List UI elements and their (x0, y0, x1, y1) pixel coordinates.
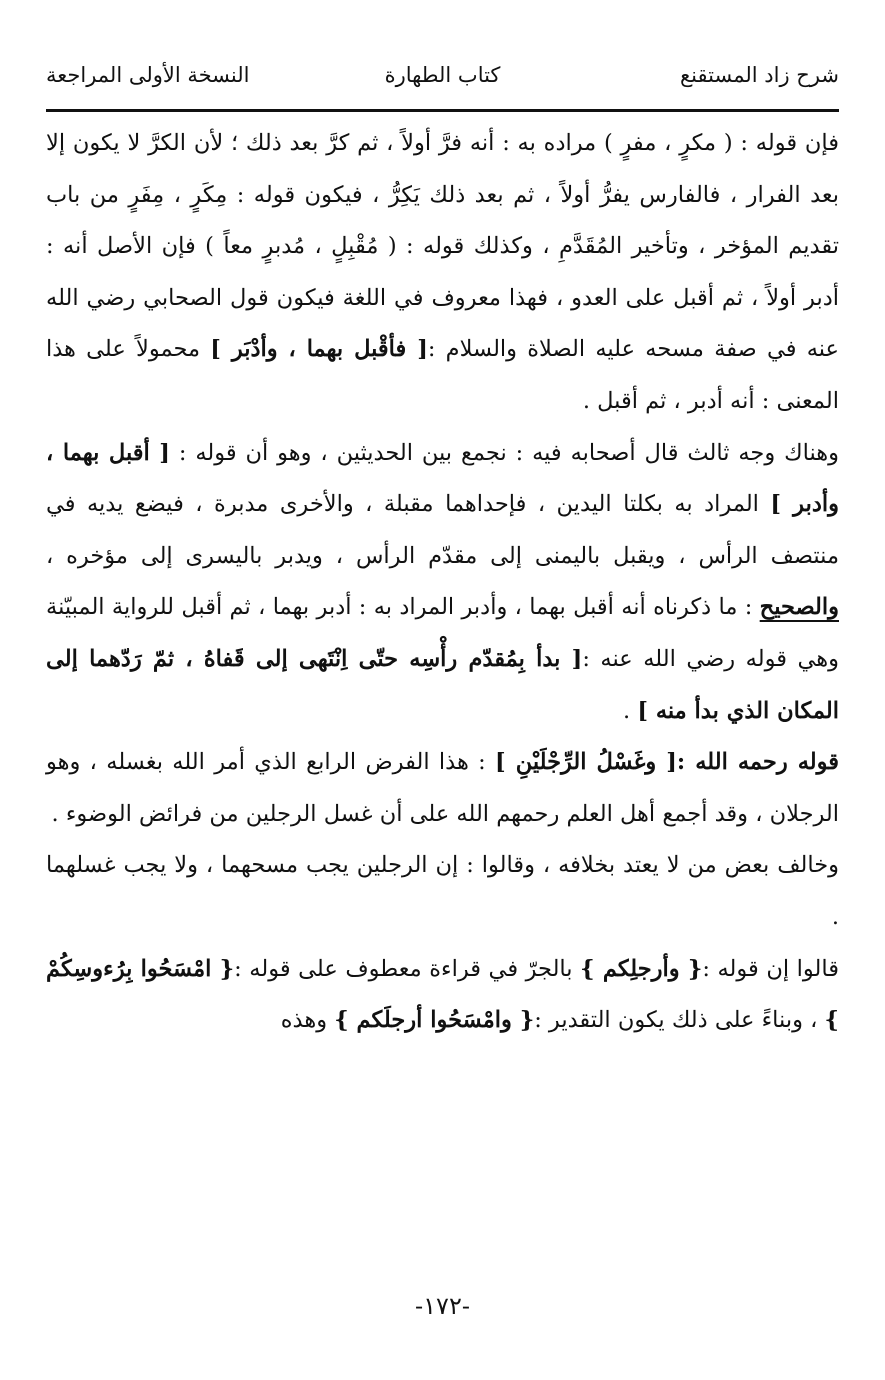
emphasized-text: { امْسَحُوا بِرُءوسِكُمْ } (46, 955, 839, 1034)
body-text (46, 118, 839, 1047)
header-chapter: كتاب الطهارة (384, 63, 501, 87)
text-run: وهناك وجه ثالث قال أصحابه فيه : نجمع بين الحديثين ، وهو أن قوله : (169, 439, 839, 466)
text-run: فإن قوله : ( مكرٍ ، مفرٍ ) مراده به : أنه فرَّ أولاً ، ثم كرَّ بعد ذلك ؛ لأن الكرَّ لا يكون إلا بعد الفرار ، فالفارس يفرُّ أولاً ، ثم بعد ذلك يَكِرُّ ، فيكون قوله : مِكَرٍ ، مِفَرٍ من باب تقديم المؤخر ، وتأخير المُقَدَّمِ ، وكذلك قوله : ( مُقْبِلٍ ، مُدبرٍ معاً ) فإن الأصل أنه : أدبر أولاً ، ثم أقبل على العدو ، فهذا معروف في اللغة فيكون قول الصحابي رضي الله عنه في صفة مسحه عليه الصلاة والسلام : (46, 130, 839, 363)
emphasized-text: { وأرجلِكم } (580, 955, 703, 982)
text-run: المراد به بكلتا اليدين ، فإحداهما مقبلة ، والأخرى مدبرة ، فيضع يديه في منتصف الرأس ، ويقبل باليمنى إلى مقدّم الرأس ، ويدبر باليسرى إلى مؤخره ، (46, 491, 839, 569)
emphasized-text: والصحيح (759, 594, 839, 621)
text-run: وخالف بعض من لا يعتد بخلافه ، وقالوا : إن الرجلين يجب مسحهما ، ولا يجب غسلهما . (46, 852, 839, 930)
text-run: قالوا إن قوله : (702, 955, 840, 982)
running-header (46, 55, 839, 99)
emphasized-text: { وامْسَحُوا أرجلَكم } (334, 1007, 535, 1034)
paragraph (46, 737, 839, 840)
emphasized-text: [ فأقْبل بهما ، وأدْبَر ] (210, 336, 428, 363)
header-book-title: شرح زاد المستقنع (680, 63, 839, 87)
emphasized-text: [ بدأ بِمُقدّم رأْسِه حتّى اِنْتَهى إلى قَفاهُ ، ثمّ رَدّهما إلى المكان الذي بدأ منه ] (46, 645, 839, 724)
emphasized-text: [ أقبل بهما ، وأدبر ] (46, 439, 839, 518)
paragraph (46, 428, 839, 738)
text-run: : هذا الفرض الرابع الذي أمر الله بغسله ، وهو الرجلان ، وقد أجمع أهل العلم رحمهم الله على أن غسل الرجلين من فرائض الوضوء . (46, 749, 839, 827)
header-edition: النسخة الأولى المراجعة (46, 63, 250, 87)
emphasized-text: قوله رحمه الله : (676, 749, 839, 776)
text-run: وهذه (280, 1007, 335, 1034)
emphasized-text: [ وغَسْلُ الرِّجْلَيْنِ ] (495, 749, 677, 776)
text-run: بالجرّ في قراءة معطوف على قوله : (234, 955, 581, 982)
text-run: . (623, 697, 638, 724)
text-run: : ما ذكرناه أنه أقبل بهما ، وأدبر المراد به : أدبر بهما ، ثم أقبل للرواية المبيّنة وهي قوله رضي الله عنه : (46, 594, 839, 672)
text-run: محمولاً على هذا المعنى : أنه أدبر ، ثم أقبل . (46, 336, 839, 414)
page-number: -١٧٢- (415, 1292, 470, 1320)
paragraph (46, 840, 839, 943)
text-run: ، وبناءً على ذلك يكون التقدير : (534, 1007, 825, 1034)
paragraph (46, 944, 839, 1047)
header-rule (46, 109, 839, 112)
paragraph (46, 118, 839, 428)
